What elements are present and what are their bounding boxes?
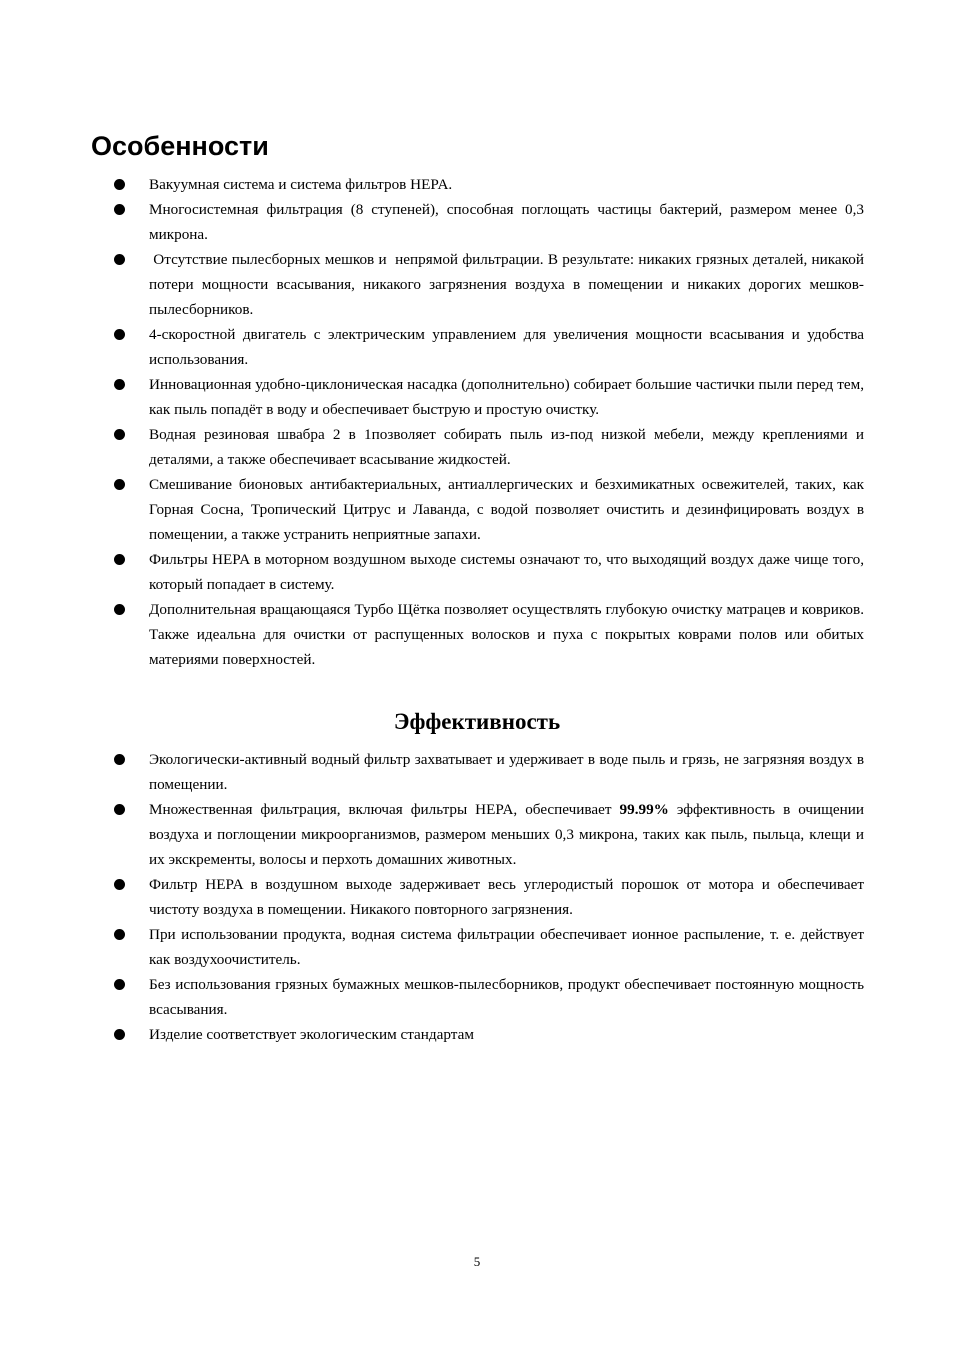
list-item-text: Дополнительная вращающаяся Турбо Щётка позволяет осуществлять глубокую очистку матрацев и ковриков. Также идеальна для очистки от распущенных волосков и пуха с покрытых коврами полов или обитых материями поверхностей. [149,601,864,668]
list-item-text: Отсутствие пылесборных мешков и непрямой фильтрации. В результате: никаких грязных деталей, никакой потери мощности всасывания, никакого загрязнения воздуха в помещении и никаких дорогих мешков-пылесборников. [149,251,868,318]
efficiency-list [0,747,954,1047]
bullet-icon [114,254,125,265]
list-item [0,547,864,597]
list-item [0,872,864,922]
bullet-icon [114,479,125,490]
list-item-text: 4-скоростной двигатель с электрическим управлением для увеличения мощности всасывания и удобства использования. [149,326,864,368]
list-item-text-part: Множественная фильтрация, включая фильтры HEPA, обеспечивает [149,801,620,818]
list-item-text: Экологически-активный водный фильтр захватывает и удерживает в воде пыль и грязь, не загрязняя воздух в помещении. [149,751,864,793]
features-heading: Особенности [91,131,269,161]
bullet-icon [114,979,125,990]
bullet-icon [114,754,125,765]
bullet-icon [114,929,125,940]
list-item-text: Без использования грязных бумажных мешков-пылесборников, продукт обеспечивает постоянную мощность всасывания. [149,976,864,1018]
list-item [0,747,864,797]
list-item [0,972,864,1022]
list-item [0,1022,864,1047]
list-item-text: Инновационная удобно-циклоническая насадка (дополнительно) собирает большие частички пыли перед тем, как пыль попадёт в воду и обеспечивает быструю и простую очистку. [149,376,864,418]
list-item-text-part: эффективность в очищении воздуха и поглощении микроорганизмов, размером меньших 0,3 микрона, таких как пыль, пыльца, клещи и их экскременты, волосы и перхоть домашних животных. [149,801,864,868]
list-item [0,597,864,672]
list-item-text: Вакуумная система и система фильтров HEPA. [149,176,453,193]
bullet-icon [114,879,125,890]
list-item-text: Смешивание бионовых антибактериальных, антиаллергических и безхимикатных освежителей, таких, как Горная Сосна, Тропический Цитрус и Лаванда, с водой позволяет очистить и дезинфицировать воздух в помещении, а также устранить неприятные запахи. [149,476,864,543]
list-item-text: Фильтр HEPA в воздушном выходе задерживает весь углеродистый порошок от мотора и обеспечивает чистоту воздуха в помещении. Никакого повторного загрязнения. [149,876,864,918]
list-item [0,322,864,372]
bullet-icon [114,179,125,190]
list-item [0,172,864,197]
list-item [0,247,868,322]
list-item-text: Многосистемная фильтрация (8 ступеней), способная поглощать частицы бактерий, размером менее 0,3 микрона. [149,201,864,243]
features-list [0,172,954,672]
list-item [0,922,864,972]
list-item [0,797,864,872]
efficiency-percentage: 99.99% [619,801,669,818]
list-item-text: Изделие соответствует экологическим стандартам [149,1026,474,1043]
bullet-icon [114,204,125,215]
bullet-icon [114,804,125,815]
page-number: 5 [473,1254,481,1269]
bullet-icon [114,604,125,615]
bullet-icon [114,429,125,440]
bullet-icon [114,379,125,390]
list-item [0,197,864,247]
list-item-text: Водная резиновая швабра 2 в 1позволяет собирать пыль из-под низкой мебели, между креплениями и деталями, а также обеспечивает всасывание жидкостей. [149,426,864,468]
list-item [0,372,864,422]
bullet-icon [114,1029,125,1040]
list-item-text: При использовании продукта, водная система фильтрации обеспечивает ионное распыление, т. е. действует как воздухоочиститель. [149,926,864,968]
list-item [0,472,864,547]
list-item-text: Фильтры HEPA в моторном воздушном выходе системы означают то, что выходящий воздух даже чище того, который попадает в систему. [149,551,864,593]
bullet-icon [114,554,125,565]
efficiency-heading: Эффективность [393,709,561,734]
bullet-icon [114,329,125,340]
list-item [0,422,864,472]
